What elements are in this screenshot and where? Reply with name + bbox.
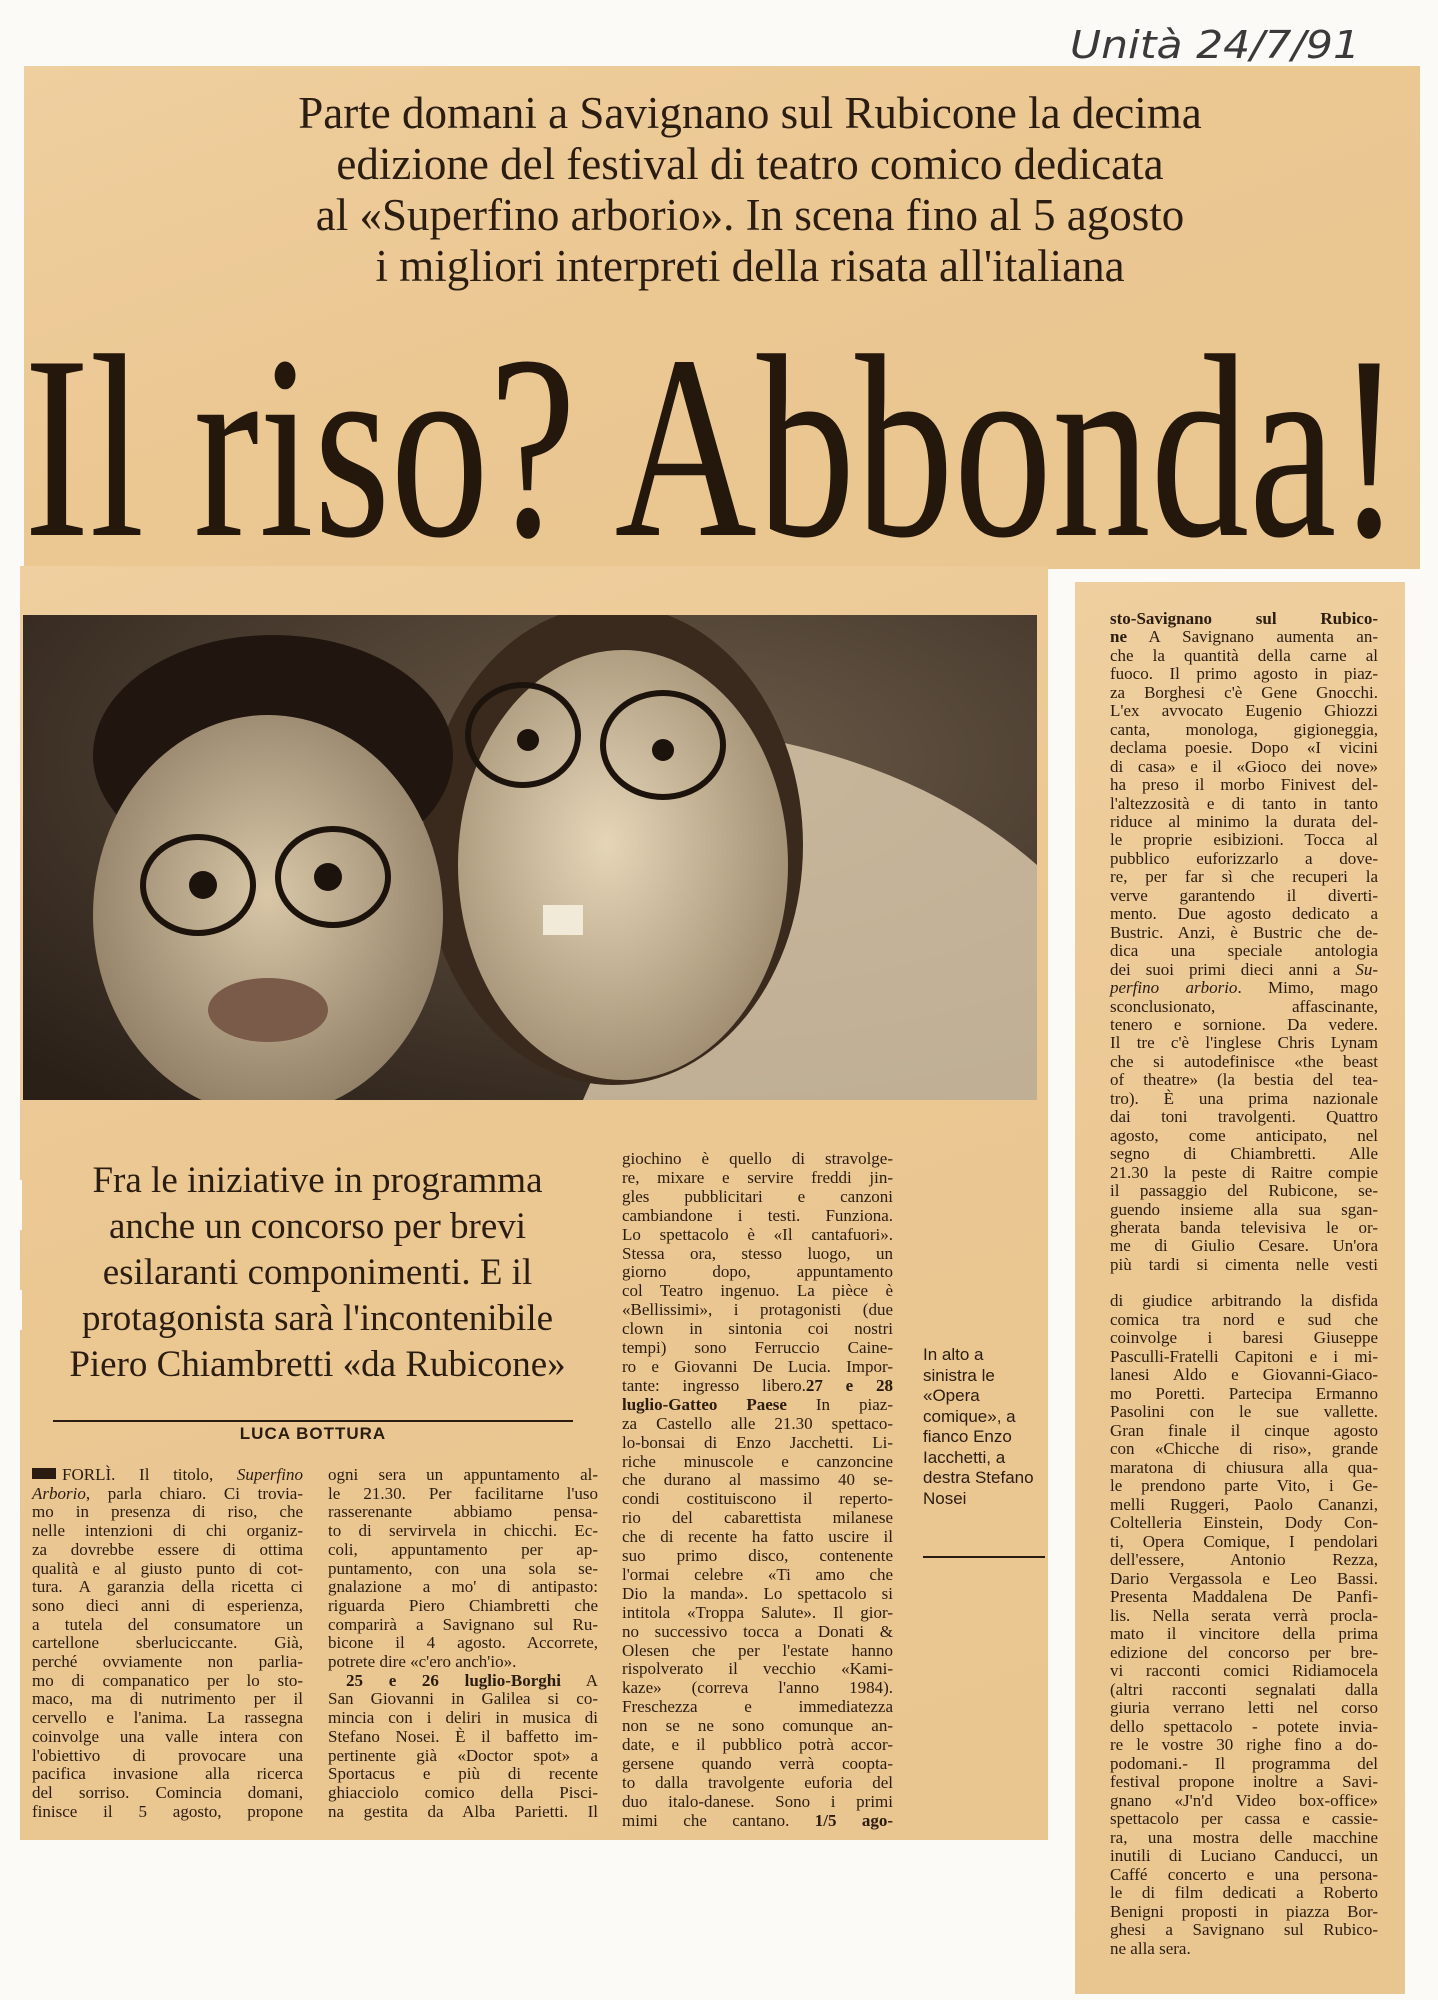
section-marker-icon: [32, 1468, 56, 1479]
text-line: 21.30 la peste di Raitre compie: [1110, 1162, 1378, 1182]
text-line: edizione del concorso per bre-: [1110, 1642, 1378, 1662]
text-line: [328, 1672, 598, 1691]
text-line: Stessa ora, stesso luogo, un: [622, 1243, 893, 1263]
text-line: di casa» e il «Gioco dei nove»: [1110, 756, 1378, 776]
caption-line: In alto a: [923, 1345, 984, 1364]
text-line: melli Ruggeri, Paolo Cananzi,: [1110, 1494, 1378, 1514]
text-line: to di servirvela in chicchi. Ec-: [328, 1521, 598, 1541]
text-line: l'obiettivo di provocare una: [32, 1745, 303, 1765]
text-line: duo italo-danese. Sono i primi: [622, 1791, 893, 1811]
text-line: ha preso il morbo Finivest del-: [1110, 775, 1378, 795]
text-line: re, mixare e servire freddi jin-: [622, 1167, 893, 1187]
text-line: condi costituiscono il reperto-: [622, 1489, 893, 1509]
text-run: FORLÌ. Il titolo,: [62, 1465, 237, 1484]
text-line: mo di companatico per lo sto-: [32, 1670, 303, 1690]
text-run: In piaz-: [786, 1394, 894, 1414]
caption-line: fianco Enzo: [923, 1427, 1012, 1446]
bold-run: 1/5 ago-: [814, 1810, 893, 1830]
text-line: comica tra nord e sud che: [1110, 1309, 1378, 1329]
clipping-edge-notch: [0, 300, 22, 330]
text-line: Il tre c'è l'inglese Chris Lynam: [1110, 1033, 1378, 1053]
text-line: intitola «Troppa Salute». Il gior-: [622, 1602, 893, 1622]
byline-divider: [53, 1420, 573, 1422]
clipping-edge-notch: [0, 230, 22, 258]
text-line: più tardi si cimenta nelle vesti: [1110, 1254, 1378, 1274]
text-line: Olesen che per l'estate hanno: [622, 1640, 893, 1660]
text-line: clown in sintonia coi nostri: [622, 1319, 893, 1339]
text-line: [328, 1653, 598, 1672]
text-line: ogni sera un appuntamento al-: [328, 1465, 598, 1484]
byline: LUCA BOTTURA: [239, 1424, 387, 1443]
subhead-line: protagonista sarà l'incontenibile: [81, 1298, 554, 1339]
deck-line: i migliori interpreti della risata all'italiana: [375, 241, 1125, 291]
text-line: «Bellissimi», i protagonisti (due: [622, 1300, 893, 1320]
text-line: coinvolge una valle intera con: [32, 1726, 303, 1746]
text-line: ghesi a Savignano sul Rubico-: [1110, 1920, 1378, 1939]
clipping-edge-notch: [0, 1290, 22, 1330]
text-line: nelle intenzioni di chi organiz-: [32, 1521, 303, 1541]
text-line: L'ex avvocato Eugenio Ghiozzi: [1110, 701, 1378, 721]
text-line: Presenta Maddalena De Panfi-: [1110, 1587, 1378, 1606]
headline: [22, 340, 1407, 550]
text-line: [32, 1466, 303, 1485]
body-column-2: [328, 1466, 598, 1821]
text-line: le proprie esibizioni. Tocca al: [1110, 830, 1378, 850]
text-line: mincia con i deliri in musica di: [328, 1708, 598, 1728]
italic-run: Su-: [1355, 959, 1378, 979]
text-line: Gran finale il cinque agosto: [1110, 1420, 1378, 1440]
text-line: tro). È una prima nazionale: [1110, 1088, 1378, 1108]
text-line: (altri racconti segnalati dalla: [1110, 1679, 1378, 1699]
text-line: ra, una mostra delle macchine: [1110, 1827, 1378, 1847]
text-line: Dario Vergassola e Leo Bassi.: [1110, 1568, 1378, 1588]
subheadline: [45, 1158, 590, 1388]
text-line: Benigni proposti in piazza Bor-: [1110, 1901, 1378, 1921]
text-line: [1110, 1940, 1378, 1959]
text-line: Freschezza e immediatezza: [622, 1697, 893, 1717]
text-line: col Teatro ingenuo. La pièce è: [622, 1281, 893, 1301]
text-line: tenero e sornione. Da vedere.: [1110, 1014, 1378, 1034]
text-line: festival propone inoltre a Savi-: [1110, 1772, 1378, 1791]
text-line: con «Chicche di riso», grande: [1110, 1439, 1378, 1458]
text-line: Lo spettacolo è «Il cantafuori».: [622, 1224, 893, 1244]
deck-line: edizione del festival di teatro comico dedicata: [336, 139, 1164, 189]
text-line: gnalazione a mo' di antipasto:: [328, 1577, 598, 1597]
text-line: no successivo tocca a Donati &: [622, 1621, 893, 1641]
text-line: guendo insieme alla sua sgan-: [1110, 1199, 1378, 1219]
text-line: mento. Due agosto dedicato a: [1110, 904, 1378, 924]
text-line: comparirà a Savignano sul Ru-: [328, 1614, 598, 1634]
subhead-line: Fra le iniziative in programma: [92, 1160, 543, 1201]
text-line: Bustric. Anzi, è Bustric che de-: [1110, 922, 1378, 942]
text-line: a tutela del consumatore un: [32, 1614, 303, 1634]
text-line: le prendono parte Vito, i Ge-: [1110, 1476, 1378, 1495]
deck-line: al «Superfino arborio». In scena fino al 5 agosto: [315, 190, 1185, 240]
text-line: gnano «J'n'd Video box-office»: [1110, 1790, 1378, 1810]
text-line: gherata banda televisiva le or-: [1110, 1217, 1378, 1237]
text-line: podomani.- Il programma del: [1110, 1753, 1378, 1773]
handwritten-date-note: [1065, 14, 1365, 70]
text-line: che durano al massimo 40 se-: [622, 1470, 893, 1490]
text-line: perché ovviamente non parlia-: [32, 1652, 303, 1672]
text-run: , parla chiaro. Ci trovia-: [85, 1483, 303, 1503]
text-line: del sorriso. Comincia domani,: [32, 1782, 303, 1802]
text-line: puntamento, con una sola se-: [328, 1558, 598, 1578]
text-line: za dovrebbe essere di ottima: [32, 1539, 303, 1559]
text-line: ro e Giovanni De Lucia. Impor-: [622, 1356, 893, 1376]
text-line: [1110, 610, 1378, 628]
text-line: che la quantità della carne al: [1110, 645, 1378, 665]
body-column-3: [622, 1150, 893, 1831]
body-column-4: [1110, 610, 1378, 1274]
text-line: sconclusionato, affascinante,: [1110, 996, 1378, 1016]
italic-run: perfino arborio: [1110, 978, 1238, 998]
text-line: rio del cabarettista milanese: [622, 1508, 893, 1528]
text-line: l'altezzosità e di tanto in tanto: [1110, 793, 1378, 813]
text-line: San Giovanni in Galilea si co-: [328, 1689, 598, 1709]
text-line: maratona di chiusura alla qua-: [1110, 1457, 1378, 1477]
text-line: dica una speciale antologia: [1110, 941, 1378, 961]
text-line: mato il vincitore della prima: [1110, 1624, 1378, 1643]
text-line: pertinente già «Doctor spot» a: [328, 1745, 598, 1765]
text-line: le di film dedicati a Roberto: [1110, 1883, 1378, 1902]
clipping-edge-notch: [0, 1180, 22, 1230]
text-line: dello spettacolo - potete invia-: [1110, 1716, 1378, 1736]
text-line: lanesi Aldo e Giovanni-Giaco-: [1110, 1365, 1378, 1384]
subhead-line: esilaranti componimenti. E il: [102, 1252, 533, 1293]
text-line: Caffé concerto e una persona-: [1110, 1864, 1378, 1884]
text-line: [622, 1812, 893, 1831]
text-line: giuria verrano letti nel corso: [1110, 1698, 1378, 1717]
text-line: me di Giulio Cesare. Un'ora: [1110, 1236, 1378, 1256]
bold-run: luglio-Gatteo Paese: [622, 1394, 787, 1414]
text-run: mimi che cantano.: [622, 1810, 815, 1830]
text-run: tante: ingresso libero.: [622, 1375, 806, 1395]
text-line: suo primo disco, contenente: [622, 1546, 893, 1566]
text-run: . Mimo, mago: [1237, 978, 1378, 998]
text-line: dai toni travolgenti. Quattro: [1110, 1107, 1378, 1127]
photo-caption: [923, 1345, 1048, 1509]
text-line: tempi) sono Ferruccio Caine-: [622, 1338, 893, 1358]
text-line: Coltelleria Einstein, Dody Con-: [1110, 1513, 1378, 1532]
text-line: coinvolge i baresi Giuseppe: [1110, 1328, 1378, 1347]
text-line: [1110, 628, 1378, 646]
bold-run: 27 e 28: [805, 1375, 893, 1395]
text-line: na gestita da Alba Parietti. Il: [328, 1801, 598, 1821]
text-line: tura. A garanzia della ricetta ci: [32, 1577, 303, 1597]
text-line: sono dieci anni di esperienza,: [32, 1595, 303, 1615]
caption-line: Nosei: [923, 1488, 967, 1508]
handwritten-note-text: Unità 24/7/91: [1070, 23, 1360, 67]
text-line: di giudice arbitrando la disfida: [1110, 1291, 1378, 1310]
text-line: pacifica invasione alla ricerca: [32, 1764, 303, 1784]
caption-divider: [923, 1556, 1045, 1558]
bold-run: ne: [1110, 627, 1127, 647]
text-line: Stefano Nosei. È il baffetto im-: [328, 1726, 598, 1746]
text-line: declama poesie. Dopo «I vicini: [1110, 738, 1378, 758]
text-line: za Castello alle 21.30 spettaco-: [622, 1413, 893, 1433]
text-line: Pasolini con le sue vallette.: [1110, 1402, 1378, 1421]
text-line: lis. Nella serata verrà procla-: [1110, 1605, 1378, 1625]
bold-run: sto-Savignano sul Rubico-: [1110, 609, 1378, 628]
text-line: Sportacus e più di recente: [328, 1764, 598, 1784]
caption-line: Iacchetti, a: [923, 1447, 1006, 1467]
text-run: ne alla sera.: [1110, 1938, 1191, 1958]
text-line: finisce il 5 agosto, propone: [32, 1801, 303, 1821]
italic-run: Arborio: [32, 1483, 86, 1503]
text-line: giochino è quello di stravolge-: [622, 1149, 893, 1168]
text-line: riduce al minimo la durata del-: [1110, 811, 1378, 831]
subhead-line: Piero Chiambretti «da Rubicone»: [69, 1344, 566, 1385]
text-line: riche minuscole e canzoncine: [622, 1451, 893, 1471]
bold-run: 25 e 26 luglio-Borghi: [346, 1670, 561, 1690]
text-line: verve garantendo il diverti-: [1110, 885, 1378, 905]
text-run: A: [560, 1670, 598, 1690]
text-line: qualità e al giusto punto di cot-: [32, 1558, 303, 1578]
text-line: non se ne sono comunque an-: [622, 1716, 893, 1736]
text-line: kaze» (correva l'anno 1984).: [622, 1678, 893, 1698]
caption-line: sinistra le: [923, 1365, 995, 1385]
text-line: spettacolo per cassa e cassie-: [1110, 1809, 1378, 1828]
text-line: vi racconti comici Ridiamocela: [1110, 1661, 1378, 1680]
text-line: mo in presenza di riso, che: [32, 1502, 303, 1522]
text-line: l'ormai celebre «Ti amo che: [622, 1564, 893, 1584]
clipping-edge-notch: [0, 80, 22, 102]
text-line: [32, 1485, 303, 1504]
text-line: cervello e l'anima. La rassegna: [32, 1708, 303, 1728]
caption-line: destra Stefano: [923, 1468, 1034, 1487]
body-column-1: [32, 1466, 303, 1821]
body-column-5: [1110, 1292, 1378, 1958]
clipping-edge-notch: [0, 150, 22, 180]
headline-text: Il riso? Abbonda!: [24, 340, 1402, 550]
text-line: segno di Chiambretti. Alle: [1110, 1144, 1378, 1164]
text-line: ghiacciolo comico della Pisci-: [328, 1782, 598, 1802]
text-line: date, e il pubblico potrà accor-: [622, 1735, 893, 1755]
text-line: re le vostre 30 righe fino a do-: [1110, 1735, 1378, 1754]
text-line: to dalla travolgente euforia del: [622, 1772, 893, 1792]
text-line: rispolverato il vecchio «Kami-: [622, 1659, 893, 1679]
text-line: gersene quando verrà coopta-: [622, 1754, 893, 1773]
text-line: rasserenante abbiamo pensa-: [328, 1502, 598, 1522]
text-line: bicone il 4 agosto. Accorrete,: [328, 1633, 598, 1653]
text-run: dei suoi primi dieci anni a: [1110, 959, 1356, 979]
text-line: canta, monologa, gigioneggia,: [1110, 719, 1378, 739]
text-line: fuoco. Il primo agosto in piaz-: [1110, 664, 1378, 684]
text-line: [622, 1377, 893, 1396]
text-line: gles pubblicitari e canzoni: [622, 1186, 893, 1206]
caption-line: comique», a: [923, 1406, 1016, 1426]
text-line: lo-bonsai di Enzo Jacchetti. Li-: [622, 1432, 893, 1452]
text-line: il passaggio del Rubicone, se-: [1110, 1181, 1378, 1201]
photo-comedians: [23, 615, 1037, 1100]
text-line: cambiandone i testi. Funziona.: [622, 1205, 893, 1225]
text-line: Pasculli-Fratelli Capitoni e i mi-: [1110, 1346, 1378, 1366]
text-run: potrete dire «c'ero anch'io».: [328, 1652, 517, 1672]
text-line: agosto, come anticipato, nel: [1110, 1125, 1378, 1145]
text-line: Dio la manda». Lo spettacolo si: [622, 1583, 893, 1603]
text-line: ti, Opera Comique, I pendolari: [1110, 1531, 1378, 1551]
text-line: [1110, 961, 1378, 979]
article-deck: [150, 88, 1350, 292]
deck-line: Parte domani a Savignano sul Rubicone la decima: [298, 88, 1202, 138]
subhead-line: anche un concorso per brevi: [108, 1206, 527, 1247]
text-line: re, per far sì che recuperi la: [1110, 867, 1378, 887]
text-line: giorno dopo, appuntamento: [622, 1262, 893, 1282]
text-line: che di recente ha fatto uscire il: [622, 1527, 893, 1547]
text-line: mo Poretti. Partecipa Ermanno: [1110, 1383, 1378, 1403]
text-line: of theatre» (la bestia del tea-: [1110, 1070, 1378, 1090]
text-line: le 21.30. Per facilitarne l'uso: [328, 1483, 598, 1503]
text-line: pubblico euforizzarlo a dove-: [1110, 848, 1378, 868]
text-line: [622, 1396, 893, 1415]
text-run: A Savignano aumenta an-: [1127, 627, 1378, 647]
text-line: che si autodefinisce «the beast: [1110, 1051, 1378, 1071]
text-line: coli, appuntamento per ap-: [328, 1539, 598, 1559]
text-line: inutili di Luciano Canducci, un: [1110, 1846, 1378, 1865]
text-line: za Borghesi c'è Gene Gnocchi.: [1110, 682, 1378, 702]
caption-line: «Opera: [923, 1386, 980, 1405]
text-line: maco, ma di nutrimento per il: [32, 1689, 303, 1709]
text-line: [1110, 979, 1378, 997]
text-line: cartellone sberluciccante. Già,: [32, 1633, 303, 1653]
text-line: riguarda Piero Chiambretti che: [328, 1595, 598, 1615]
italic-run: Superfino: [236, 1465, 303, 1484]
text-line: dell'essere, Antonio Rezza,: [1110, 1550, 1378, 1569]
